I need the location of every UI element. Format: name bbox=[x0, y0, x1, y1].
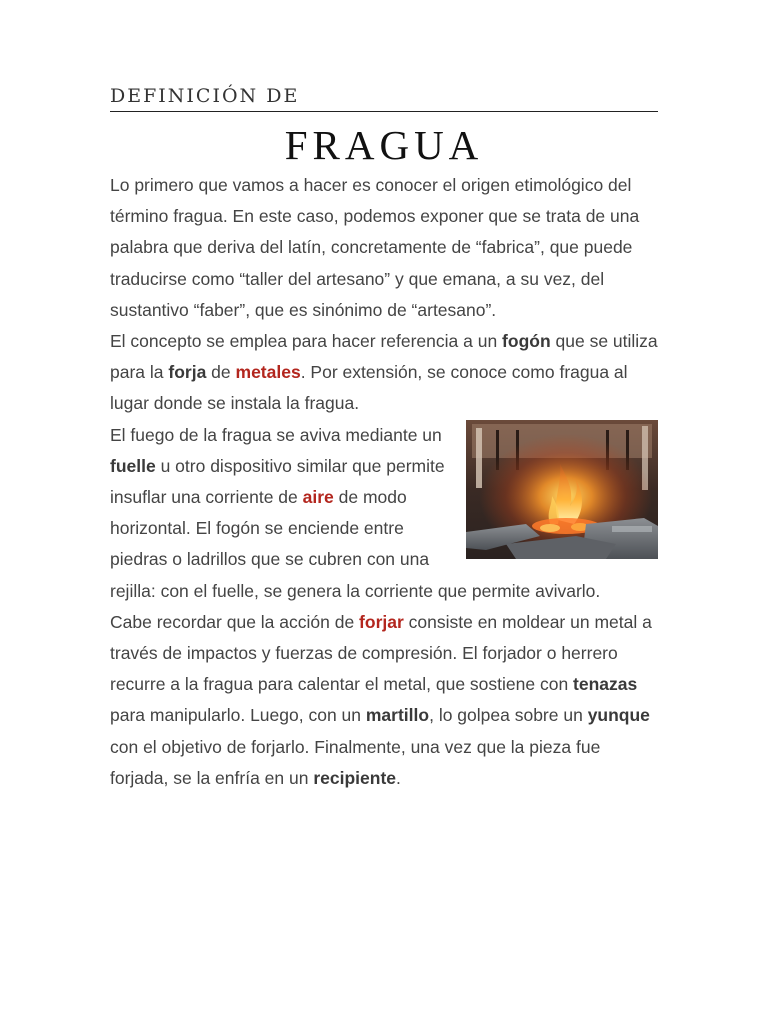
link-aire[interactable]: aire bbox=[302, 487, 334, 508]
link-forjar[interactable]: forjar bbox=[359, 611, 404, 632]
text-span: Cabe recordar que la acción de bbox=[110, 611, 360, 632]
text-span: , lo golpea sobre un bbox=[429, 705, 588, 726]
text-span: de modo horizontal. El fogón se enciende entre piedras o ladrillos que se cubren con una rejilla: con el fuelle, se genera la corriente que permite avivarlo. bbox=[110, 487, 601, 601]
page-kicker: DEFINICIÓN DE bbox=[110, 85, 300, 107]
text-span: con el objetivo de forjarlo. Finalmente, una vez que la pieza fue forjada, se la enfría en un bbox=[110, 736, 601, 788]
text-span: . bbox=[396, 767, 401, 788]
keyword-martillo: martillo bbox=[365, 705, 430, 726]
paragraph-forging bbox=[110, 607, 658, 794]
text-span: para manipularlo. Luego, con un bbox=[110, 705, 366, 726]
paragraph-etymology: Lo primero que vamos a hacer es conocer el origen etimológico del término fragua. En este caso, podemos exponer que se trata de una palabra que deriva del latín, concretamente de “fabrica”, que puede traducirse como “taller del artesano” y que emana, a su vez, del sustantivo “faber”, que es sinónimo de “artesano”. bbox=[110, 175, 640, 320]
text-span: que se utiliza para la bbox=[110, 331, 658, 383]
text-span: consiste en moldear un metal a través de impactos y fuerzas de compresión. El forjador o herrero recurre a la fragua para calentar el metal, que sostiene con bbox=[110, 611, 652, 695]
page-title: FRAGUA bbox=[284, 122, 484, 168]
text-span: . Por extensión, se conoce como fragua al lugar donde se instala la fragua. bbox=[110, 362, 628, 414]
link-metales[interactable]: metales bbox=[235, 362, 301, 383]
title-divider bbox=[110, 111, 658, 112]
keyword-recipiente: recipiente bbox=[313, 767, 397, 788]
text-span: El fuego de la fragua se aviva mediante un bbox=[110, 424, 442, 445]
paragraph-fire bbox=[110, 420, 658, 607]
keyword-tenazas: tenazas bbox=[573, 674, 638, 695]
forge-fire-photo bbox=[466, 420, 658, 559]
keyword-fuelle: fuelle bbox=[110, 455, 156, 476]
article-body bbox=[110, 170, 658, 794]
keyword-forja: forja bbox=[168, 362, 207, 383]
keyword-yunque: yunque bbox=[587, 705, 650, 726]
text-span: de bbox=[206, 362, 236, 383]
text-span: u otro dispositivo similar que permite insuflar una corriente de bbox=[110, 455, 445, 508]
text-span: El concepto se emplea para hacer referencia a un bbox=[110, 331, 503, 352]
article bbox=[110, 84, 658, 794]
paragraph-concept bbox=[110, 326, 658, 420]
keyword-fogon: fogón bbox=[502, 331, 551, 352]
